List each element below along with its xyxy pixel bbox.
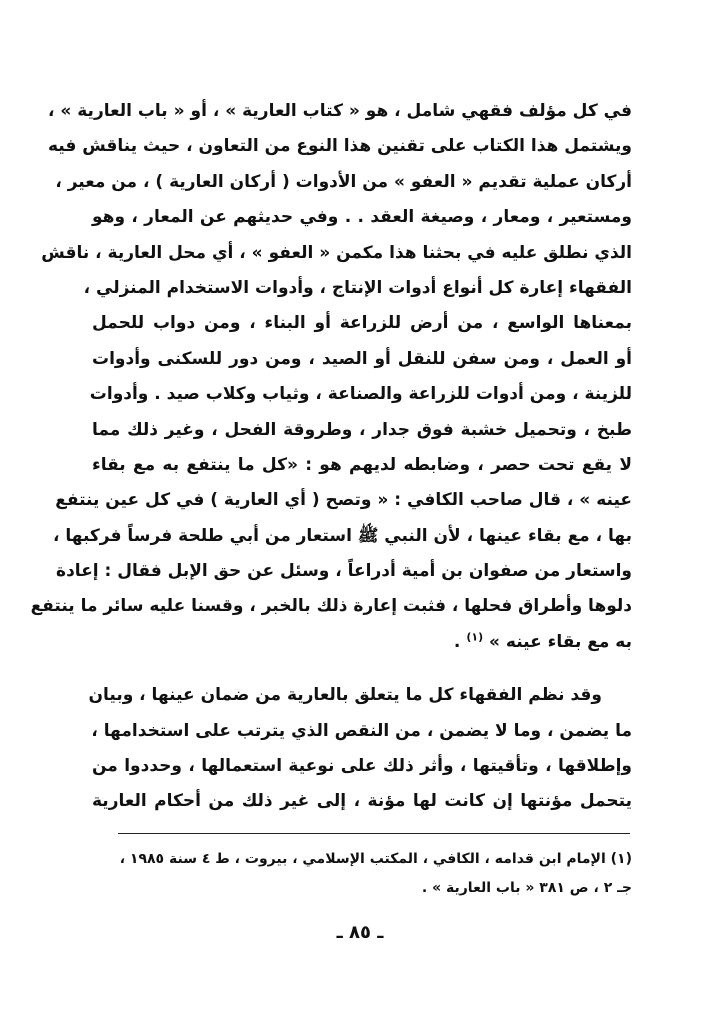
footnotes — [92, 845, 632, 903]
text-line: عينه » ، قال صاحب الكافي : « وتصح ( أي العارية ) في كل عين ينتفع — [55, 490, 632, 511]
text-line: في كل مؤلف فقهي شامل ، هو « كتاب العارية » ، أو « باب العارية » ، — [47, 101, 632, 121]
body-text — [30, 94, 632, 820]
footnote-line: (١) الإمام ابن قدامه ، الكافي ، المكتب الإسلامي ، بيروت ، ط ٤ سنة ١٩٨٥ ، — [119, 851, 632, 867]
text-line: ومستعير ، ومعار ، وصيغة العقد . . وفي حديثهم عن المعار ، وهو — [92, 207, 632, 228]
text-line: يتحمل مؤنتها إن كانت لها مؤنة ، إلى غير ذلك من أحكام العارية — [92, 791, 632, 812]
text-line-final — [92, 625, 632, 660]
text-line: للزينة ، ومن أدوات للزراعة والصناعة ، وثياب وكلاب صيد . وأدوات — [89, 384, 632, 405]
text-line: أو العمل ، ومن سفن للنقل أو الصيد ، ومن دور للسكنى وأدوات — [92, 348, 632, 369]
text-line: بمعناها الواسع ، من أرض للزراعة أو البناء ، ومن دواب للحمل — [92, 313, 632, 334]
text-line: بها ، مع بقاء عينها ، لأن النبي ﷺ استعار من أبي طلحة فرساً فركبها ، — [52, 525, 632, 546]
footnote-reference: (١) — [466, 630, 484, 644]
footnote-separator — [118, 833, 630, 834]
text-line: الذي نطلق عليه في بحثنا هذا مكمن « العفو » ، أي محل العارية ، ناقش — [41, 242, 632, 263]
text-line: لا يقع تحت حصر ، وضابطه لديهم هو : «كل ما ينتفع به مع بقاء — [92, 454, 632, 475]
paragraph-gap — [92, 660, 632, 678]
text-line: الفقهاء إعارة كل أنواع أدوات الإنتاج ، وأدوات الاستخدام المنزلي ، — [83, 277, 632, 298]
text-line: طبخ ، وتحميل خشبة فوق جدار ، وطروقة الفحل ، وغير ذلك مما — [92, 419, 632, 440]
text-line: ويشتمل هذا الكتاب على تقنين هذا النوع من التعاون ، حيث يناقش فيه — [47, 136, 632, 157]
quote-end-text: به مع بقاء عينه » — [489, 631, 632, 652]
paragraph2-first-line: وقد نظم الفقهاء كل ما يتعلق بالعارية من ضمان عينها ، وبيان — [88, 685, 602, 706]
closing-period: . — [453, 631, 461, 652]
text-line: ما يضمن ، وما لا يضمن ، من النقص الذي يترتب على استخدامها ، — [91, 720, 632, 741]
page-number: ـ ٨٥ ـ — [336, 922, 384, 943]
text-line: وإطلاقها ، وتأقيتها ، وأثر ذلك على نوعية استعمالها ، وحددوا من — [92, 756, 632, 777]
footnote-line: جـ ٢ ، ص ٣٨١ « باب العارية » . — [421, 880, 632, 896]
text-line: دلوها وأطراق فحلها ، فثبت إعارة ذلك بالخبر ، وقسنا عليه سائر ما ينتفع — [30, 596, 632, 617]
text-line: واستعار من صفوان بن أمية أدراعاً ، وسئل عن حق الإبل فقال : إعادة — [56, 561, 632, 582]
text-line: أركان عملية تقديم « العفو » من الأدوات ( أركان العارية ) ، من معير ، — [55, 171, 632, 192]
